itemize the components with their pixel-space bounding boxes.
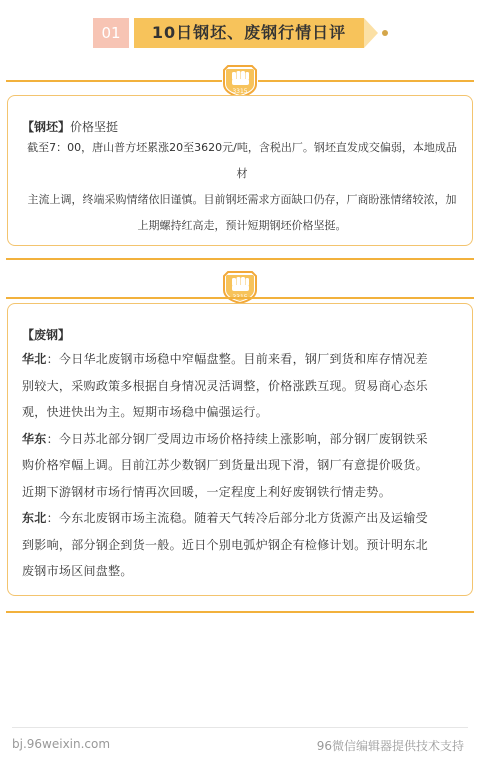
region-label: 东北 — [22, 511, 47, 525]
scrap-tag: 【废钢】 — [22, 328, 71, 342]
billet-line: 主流上调，终端采购情绪依旧谨慎。目前钢坯需求方面缺口仍存，厂商盼涨情绪较浓，加 — [27, 193, 457, 206]
title-number: 01 — [93, 18, 129, 48]
footer-credit: 96微信编辑器提供技术支持 — [316, 739, 464, 753]
section-divider-2 — [6, 258, 474, 260]
billet-tag: 【钢坯】 — [22, 120, 71, 134]
bottom-divider — [6, 611, 474, 613]
paragraph-line: ：今日苏北部分钢厂受周边市场价格持续上涨影响，部分钢厂废钢铁采 — [46, 431, 428, 446]
region-paragraph-north — [22, 346, 462, 373]
region-label: 华北 — [22, 352, 47, 366]
region-paragraph-northeast — [22, 505, 462, 532]
billet-subtitle: 价格坚挺 — [70, 120, 119, 134]
billet-heading — [22, 118, 118, 135]
region-paragraph-east — [22, 426, 462, 453]
footer-site-link[interactable]: bj.96weixin.com — [12, 737, 111, 751]
paragraph-line: 别较大，采购政策多根据自身情况灵活调整，价格涨跌互现。贸易商心态乐 — [22, 378, 428, 393]
scrap-card — [7, 303, 473, 596]
title-dot-decoration — [382, 30, 388, 36]
title-banner — [93, 18, 393, 48]
scrap-body — [22, 346, 462, 585]
footer-divider — [12, 727, 468, 728]
fist-badge-icon-1 — [222, 64, 258, 98]
region-label: 华东 — [22, 431, 47, 446]
billet-line: 截至7：00，唐山普方坯累涨20至3620元/吨，含税出厂。钢坯直发成交偏弱，本地成品材 — [27, 141, 457, 180]
page-title: 10日钢坯、废钢行情日评 — [134, 18, 364, 48]
section-divider-2b — [6, 297, 474, 299]
title-arrow-decoration — [364, 18, 378, 48]
paragraph-line: ：今东北废钢市场主流稳。随着天气转冷后部分北方货源产出及运输受 — [46, 511, 428, 525]
paragraph-line: 到影响，部分钢企到货一般。近日个别电弧炉钢企有检修计划。预计明东北 — [22, 537, 428, 552]
paragraph-line: 观，快进快出为主。短期市场稳中偏强运行。 — [22, 405, 269, 419]
scrap-heading — [22, 326, 70, 343]
svg-text:3315: 3315 — [232, 88, 248, 95]
billet-body — [22, 135, 462, 239]
billet-card — [7, 95, 473, 246]
paragraph-line: ：今日华北废钢市场稳中窄幅盘整。目前来看，钢厂到货和库存情况差 — [46, 352, 428, 366]
paragraph-line: 购价格窄幅上调。目前江苏少数钢厂到货量出现下滑，钢厂有意提价吸货。 — [22, 458, 428, 472]
paragraph-line: 近期下游钢材市场行情再次回暖，一定程度上利好废钢铁行情走势。 — [22, 484, 392, 499]
paragraph-line: 废钢市场区间盘整。 — [22, 564, 133, 578]
billet-line: 上期螺持红高走，预计短期钢坯价格坚挺。 — [137, 219, 347, 232]
